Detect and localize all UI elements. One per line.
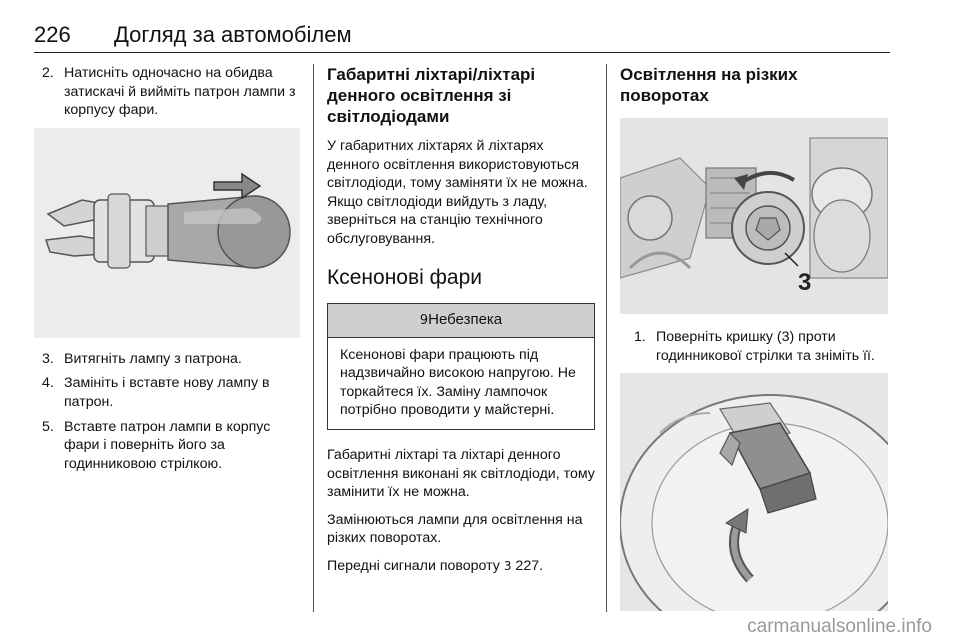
- step-text: Вставте патрон лампи в корпус фари і поверніть його за годинниковою стрілкою.: [64, 418, 271, 472]
- reference-text: Передні сигнали повороту: [327, 557, 504, 574]
- page-number: 226: [34, 22, 71, 47]
- page-reference-number[interactable]: 227.: [511, 557, 544, 574]
- step-1: [626, 328, 888, 365]
- step-number: 4.: [42, 375, 54, 392]
- step-text: Поверніть кришку (3) проти годинникової стрілки та зніміть її.: [656, 329, 875, 364]
- warning-box: [327, 303, 595, 430]
- step-2: [34, 64, 300, 120]
- step-number: 5.: [42, 418, 54, 435]
- column-right: [620, 64, 888, 611]
- warning-title: Небезпека: [428, 310, 503, 328]
- watermark: carmanualsonline.info: [747, 616, 932, 637]
- warning-text: Ксенонові фари працюють під надзвичайно високою напругою. Не торкайтеся їх. Заміну лампочок потрібно проводити у майстерні.: [340, 346, 576, 419]
- step-5: [34, 418, 300, 474]
- page-reference-symbol: 3: [503, 558, 512, 573]
- warning-header: [328, 304, 594, 338]
- section-heading-led: Габаритні ліхтарі/ліхтарі денного освітлення зі світлодіодами: [327, 65, 536, 126]
- section-title-xenon: Ксенонові фари: [327, 265, 482, 289]
- figure-callout-3: 3: [798, 269, 812, 296]
- led-paragraph: У габаритних ліхтарях й ліхтарях денного освітлення використовуються світлодіоди, тому заміняти їх не можна. Якщо світлодіоди вийдуть з ладу, зверніться на станцію технічного обслуговування.: [327, 138, 588, 247]
- column-divider: [606, 64, 607, 612]
- step-number: 1.: [634, 329, 646, 345]
- step-text: Натисніть одночасно на обидва затискачі й вийміть патрон лампи з корпусу фари.: [64, 65, 296, 119]
- cornering-lamps-paragraph: Замінюються лампи для освітлення на різких поворотах.: [327, 511, 583, 547]
- section-heading-cornering: Освітлення на різких поворотах: [620, 65, 798, 105]
- page-header: [34, 22, 890, 53]
- warning-symbol: 9: [419, 312, 429, 328]
- column-left: [34, 64, 300, 479]
- column-divider: [313, 64, 314, 612]
- page-title: Догляд за автомобілем: [114, 22, 352, 47]
- step-text: Витягніть лампу з патрона.: [64, 350, 242, 367]
- step-4: [34, 374, 300, 411]
- step-text: Замініть і вставте нову лампу в патрон.: [64, 375, 270, 410]
- daytime-lights-paragraph: Габаритні ліхтарі та ліхтарі денного освітлення виконані як світлодіоди, тому замінити їх не можна.: [327, 446, 595, 501]
- step-3: [34, 350, 300, 369]
- cornering-lamp-socket-illustration: [620, 373, 888, 611]
- bulb-holder-illustration: [34, 128, 300, 338]
- step-number: 2.: [42, 65, 54, 81]
- headlamp-cover-illustration: [620, 118, 888, 314]
- turn-signal-reference: [327, 557, 595, 576]
- column-middle: [327, 64, 595, 585]
- step-number: 3.: [42, 350, 54, 367]
